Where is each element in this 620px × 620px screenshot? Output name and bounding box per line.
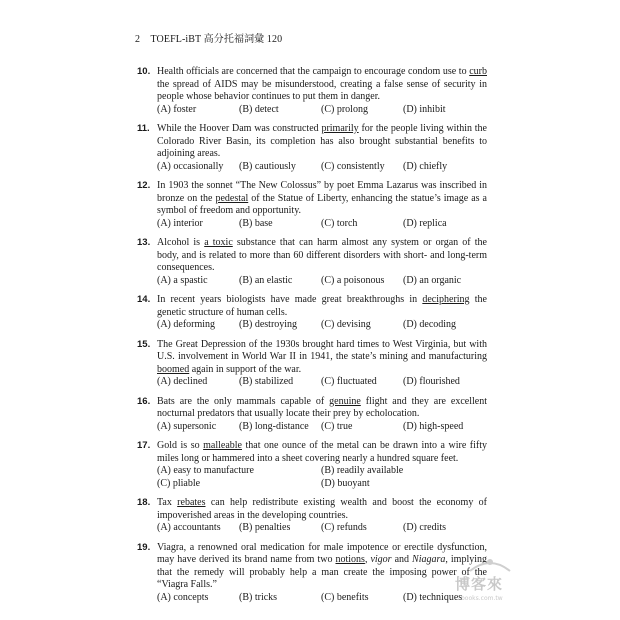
- answer-option: (D) decoding: [403, 319, 457, 330]
- answer-options: [157, 161, 487, 174]
- question-item: [137, 66, 487, 116]
- question-text: [157, 123, 487, 161]
- question-text-segment: The Great Depression of the 1930s brought hard times to West Virginia, but with U.S. involvement in World War II in 1941, the state’s mining and manufacturing: [157, 338, 487, 362]
- answer-option: (A) accountants: [157, 522, 221, 533]
- answer-option: (B) destroying: [239, 319, 298, 330]
- question-text-segment: that one ounce of the metal can be drawn into a wire fifty miles long or hammered into a sheet covering nearly a hundred square feet.: [157, 440, 488, 464]
- answer-option: (A) supersonic: [157, 420, 217, 432]
- answer-option: (C) pliable: [157, 477, 201, 489]
- question-item: [137, 123, 487, 173]
- question-number: 11.: [137, 123, 150, 134]
- target-word: deciphering: [422, 294, 470, 305]
- question-item: [137, 542, 487, 605]
- target-word: curb: [469, 66, 487, 77]
- answer-option: (B) readily available: [321, 465, 404, 476]
- answer-option: (D) buoyant: [321, 477, 370, 489]
- answer-option: (D) high-speed: [403, 420, 464, 432]
- answer-option: (A) interior: [157, 217, 203, 229]
- watermark-sub: books.com.tw: [461, 595, 503, 602]
- question-list: [137, 66, 487, 611]
- answer-option: (D) credits: [403, 522, 447, 533]
- watermark-text: 博客來: [455, 575, 504, 593]
- book-title: TOEFL-iBT 高分托福詞彙 120: [150, 34, 283, 45]
- question-text: [157, 294, 487, 319]
- question-text: [157, 542, 487, 592]
- answer-option: (A) foster: [157, 103, 197, 115]
- answer-options: [157, 104, 487, 117]
- question-item: [137, 237, 487, 287]
- answer-option: (C) a poisonous: [321, 274, 385, 286]
- answer-option: (C) fluctuated: [321, 376, 377, 387]
- question-text-segment: Viagra, a renowned oral medication for male impotence or erectile dysfunction, may have derived its brand name from two: [157, 541, 487, 565]
- question-text: [157, 440, 487, 465]
- question-text: [157, 180, 487, 218]
- question-text-segment: Alcohol is: [157, 237, 205, 248]
- question-text-segment: substance that can harm almost any system or organ of the body, and is related to more than 60 different disorders with short- and long-term consequences.: [157, 237, 487, 273]
- question-number: 15.: [137, 338, 151, 350]
- question-text-segment: Tax: [157, 497, 178, 508]
- bookstore-logo-icon: [465, 553, 515, 575]
- target-word: boomed: [157, 363, 190, 375]
- answer-option: (A) occasionally: [157, 160, 224, 172]
- question-text: [157, 396, 487, 421]
- answer-options: [157, 465, 487, 490]
- answer-option: (C) refunds: [321, 522, 367, 533]
- question-item: [137, 294, 487, 332]
- answer-options: [157, 376, 487, 389]
- page-header: [135, 30, 282, 45]
- question-text-segment: In 1903 the sonnet “The New Colossus” by poet Emma Lazarus was inscribed in bronze on the: [157, 180, 487, 204]
- question-item: [137, 396, 487, 434]
- answer-options: [157, 218, 487, 231]
- answer-option: (A) easy to manufacture: [157, 465, 254, 476]
- answer-option: (B) penalties: [239, 522, 291, 533]
- question-text-segment: and: [391, 554, 413, 565]
- question-text: [157, 237, 487, 275]
- answer-option: (C) true: [321, 420, 353, 432]
- answer-option: (D) flourished: [403, 376, 460, 387]
- answer-option: (C) benefits: [321, 591, 369, 603]
- answer-option: (B) tricks: [239, 591, 278, 603]
- question-text-segment: can help redistribute existing wealth and boost the economy of impoverished areas in the developing countries.: [157, 497, 487, 521]
- question-item: [137, 180, 487, 230]
- answer-option: (A) declined: [157, 376, 208, 387]
- target-word: genuine: [329, 395, 361, 407]
- question-text-segment: again in support of the war.: [189, 363, 302, 375]
- answer-option: (C) consistently: [321, 160, 385, 172]
- question-text-segment: Gold is so: [157, 440, 204, 451]
- question-number: 12.: [137, 180, 151, 191]
- answer-option: (C) torch: [321, 217, 358, 229]
- question-text-segment: While the Hoover Dam was constructed: [157, 123, 322, 134]
- answer-option: (D) replica: [403, 217, 447, 229]
- question-number: 16.: [137, 395, 151, 407]
- answer-option: (C) prolong: [321, 103, 368, 115]
- answer-option: (B) base: [239, 217, 273, 229]
- question-item: [137, 339, 487, 389]
- question-text-segment: for the people living within the Colorado River Basin, its completion has also brought substantial benefits to adjoining areas.: [157, 123, 488, 159]
- question-number: 19.: [137, 541, 151, 553]
- answer-option: (D) techniques: [403, 591, 463, 603]
- italic-word: vigor: [370, 554, 392, 565]
- watermark: [455, 553, 527, 609]
- question-number: 13.: [137, 237, 151, 248]
- answer-option: (B) an elastic: [239, 274, 293, 286]
- answer-options: [157, 319, 487, 332]
- question-item: [137, 497, 487, 535]
- question-number: 18.: [137, 497, 151, 508]
- answer-option: (B) stabilized: [239, 376, 294, 387]
- question-text-segment: of the Statue of Liberty, enhancing the statue’s image as a symbol of freedom and opportunity.: [157, 192, 487, 216]
- target-word: primarily: [321, 123, 359, 134]
- question-text-segment: , implying that the remedy will probably help a man create the imposing power of the “Viagra Falls.”: [157, 554, 487, 590]
- answer-option: (D) inhibit: [403, 103, 446, 115]
- question-text-segment: In recent years biologists have made great breakthroughs in: [157, 294, 423, 305]
- answer-options: [157, 421, 487, 434]
- target-word: pedestal: [215, 192, 249, 204]
- answer-option: (A) concepts: [157, 591, 209, 603]
- answer-option: (D) chiefly: [403, 160, 448, 172]
- question-text: [157, 497, 487, 522]
- italic-word: Niagara: [412, 554, 446, 565]
- answer-option: (B) long-distance: [239, 420, 309, 432]
- answer-option: (A) a spastic: [157, 274, 208, 286]
- question-text-segment: the spread of AIDS may be misunderstood, creating a false sense of security in people whose behavior continues to put them in danger.: [157, 78, 487, 102]
- answer-options: [157, 592, 487, 605]
- answer-options: [157, 522, 487, 535]
- question-text-segment: the genetic structure of human cells.: [157, 294, 487, 318]
- answer-option: (A) deforming: [157, 319, 216, 330]
- question-text-segment: ,: [364, 554, 371, 565]
- target-word: rebates: [177, 497, 206, 508]
- target-word: a toxic: [204, 237, 233, 248]
- answer-option: (B) detect: [239, 103, 279, 115]
- answer-option: (C) devising: [321, 319, 371, 330]
- question-text: [157, 66, 487, 104]
- target-word: malleable: [203, 440, 242, 451]
- target-word: notions: [335, 554, 365, 565]
- question-item: [137, 440, 487, 490]
- question-text: [157, 339, 487, 377]
- question-number: 14.: [137, 294, 151, 305]
- answer-option: (D) an organic: [403, 274, 462, 286]
- answer-options: [157, 275, 487, 288]
- question-text-segment: Bats are the only mammals capable of: [157, 395, 330, 407]
- page-number: 2: [135, 34, 141, 45]
- question-text-segment: flight and they are excellent nocturnal predators that usually locate their prey by echolocation.: [157, 395, 487, 419]
- question-text-segment: Health officials are concerned that the campaign to encourage condom use to: [157, 66, 470, 77]
- answer-option: (B) cautiously: [239, 160, 296, 172]
- question-number: 10.: [137, 66, 151, 77]
- question-number: 17.: [137, 440, 151, 451]
